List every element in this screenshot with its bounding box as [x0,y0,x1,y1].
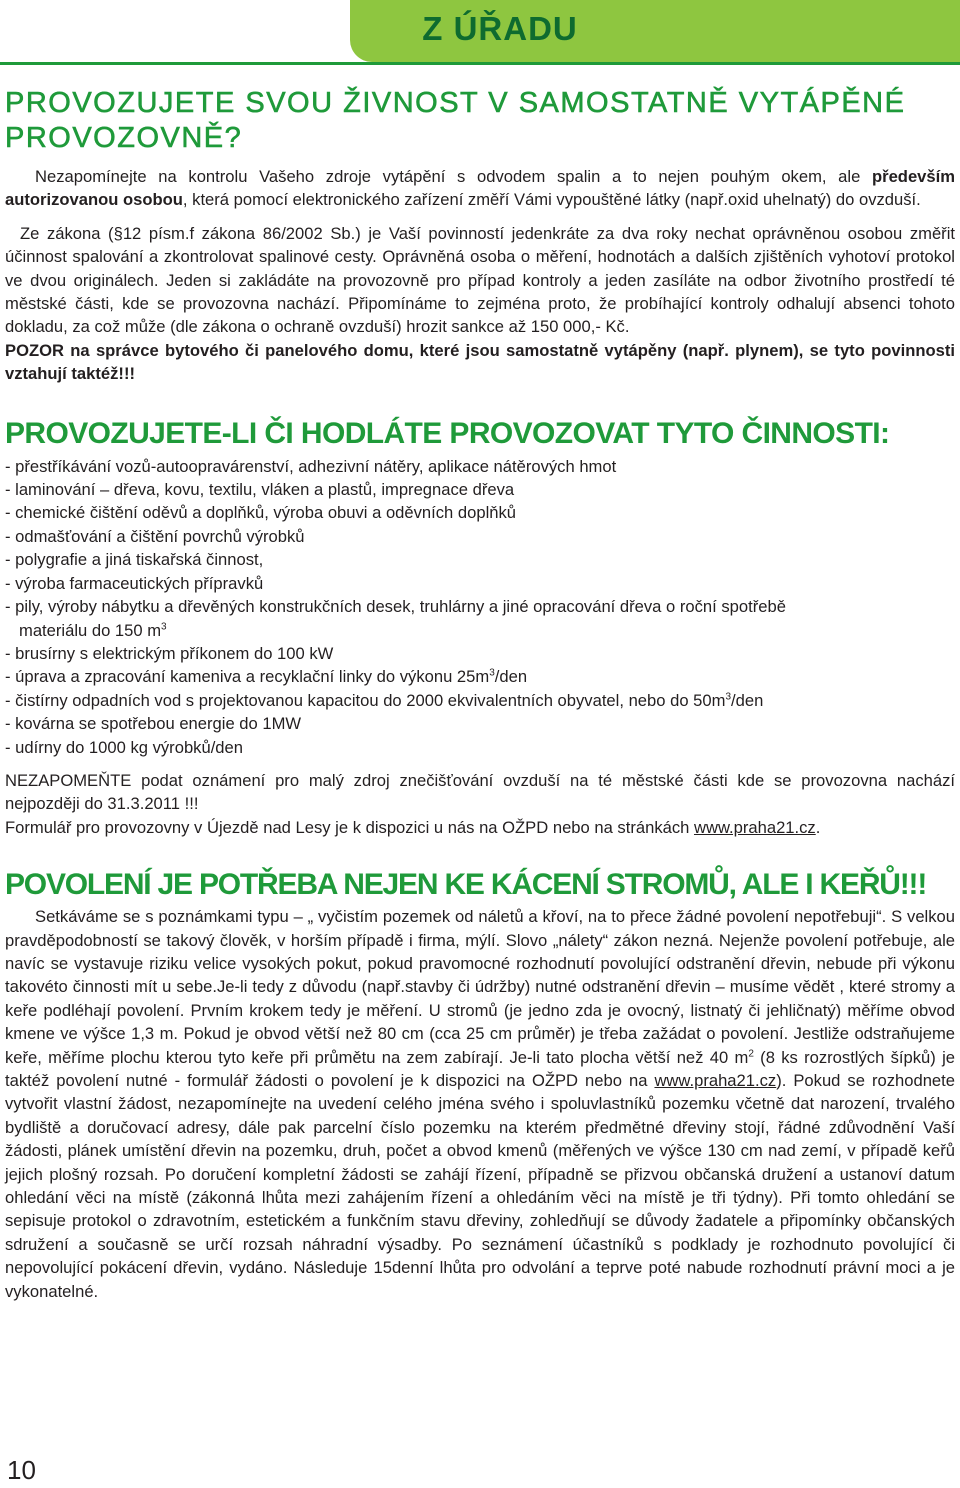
text: . [815,817,821,837]
text: materiálu do 150 m [19,620,162,640]
text: Setkáváme se s poznámkami typu – „ vyčistím pozemek od náletů a křoví, na to přece žádné povolení nepotřebuji“. S velkou pravděpodobností se takový člověk, v horším případě i firma, mýlí. Slovo „nálety“ zákon nezná. Nejenže povolení potřebuje, ale navíc se vystavuje riziku velice vysokých pokut, pokud pravomocné rozhodnutí povolující odstranění dřevin, nebude při výkonu takovéto činnosti mít u sebe.Je-li tedy z důvodu (např.stavby či údržby) nutné odstranění dřevin – musíme vědět , které stromy a keře podléhají povolení. Prvním krokem tedy je měření. U stromů (je jedno zda je ovocný, listnatý či jehličnatý) měříme obvod kmene ve výšce 1,3 m. Pokud je obvod větší než 80 cm (cca 25 cm průměr) je třeba zažádat o povolení. Jestliže odstraňujeme keře, měříme plochu kterou tyto keře při průmětu na zem zabírají. Je-li tato plocha větší než 40 m [5,907,955,1067]
text: - pily, výroby nábytku a dřevěných konstrukčních desek, truhlárny a jiné opracování dřeva o roční spotřebě [5,597,786,617]
text: - čistírny odpadních vod s projektovanou kapacitou do 2000 ekvivalentních obyvatel, nebo do 50m [5,690,726,710]
praha21-link[interactable]: www.praha21.cz [654,1071,777,1090]
praha21-link[interactable]: www.praha21.cz [693,817,816,837]
banner-title: Z ÚŘADU [422,10,578,47]
text: (8 ks rozrostlých šípků) je taktéž povolení nutné - formulář žádosti o povolení je k dispozici na OŽPD nebo na [5,1047,955,1090]
list-item: - chemické čištění oděvů a doplňků, výroba obuvi a oděvních doplňků [5,503,517,523]
text: - úprava a zpracování kameniva a recyklační linky do výkonu 25m [5,667,490,687]
text: ) je Vaší povinností jedenkráte za dva roky nechat oprávněnou osobou změřit účinnost spalování a zkontrolovat spalinové cesty. Oprávněná osoba o měření, hodnotách a dalších zjištěních vyhotoví protokol ve dvou originálech. Jeden si zakládáte na provozovně pro případ kontroly a jeden zasíláte na odbor životního prostředí té městské části, kde se provozovna nachází. Připomínáme to zejména proto, že probíhající kontroly odhalují absenci tohoto dokladu, za což může (dle zákona o ochraně ovzduší) hrozit sankce až 150 000,- Kč. [5,223,955,337]
list-item: - výroba farmaceutických přípravků [5,573,264,593]
text: Formulář pro provozovny v Újezdě nad Lesy je k dispozici u nás na OŽPD nebo na stránkách [5,817,694,837]
text: Nezapomínejte na kontrolu Vašeho zdroje vytápění s odvodem spalin a to nejen pouhým okem, ale [35,167,872,186]
list-item: - odmašťování a čištění povrchů výrobků [5,526,305,546]
section1-warning: POZOR na správce bytového či panelového domu, které jsou samostatně vytápěny (např. plynem), se tyto povinnosti vztahují taktéž!!! [5,340,955,384]
list-item: - kovárna se spotřebou energie do 1MW [5,714,302,734]
section1-heading: PROVOZUJETE SVOU ŽIVNOST V SAMOSTATNĚ VYTÁPĚNÉ PROVOZOVNĚ? [5,87,906,154]
bold-text: především autorizovanou osobou [5,167,955,210]
list-item: - přestříkávání vozů-autoopravárenství, adhezivní nátěry, aplikace nátěrových hmot [5,456,617,476]
list-item: - polygrafie a jiná tiskařská činnost, [5,550,264,570]
section3-heading: POVOLENÍ JE POTŘEBA NEJEN KE KÁCENÍ STROMŮ, ALE I KEŘŮ!!! [5,868,927,902]
list-item: - laminování – dřeva, kovu, textilu, vláken a plastů, impregnace dřeva [5,480,515,500]
activities-list [5,455,955,759]
superscript: 3 [161,620,167,632]
text: /den [731,690,764,710]
page-number: 10 [7,1455,36,1485]
superscript: 3 [725,691,732,703]
superscript: 2 [748,1048,754,1060]
list-item [5,595,955,642]
list-item [5,665,955,688]
article-body [5,86,955,1303]
section2-form-note [5,816,955,839]
section3-paragraph [5,905,955,1303]
section2-deadline-note: NEZAPOMEŇTE podat oznámení pro malý zdroj znečišťování ovzduší na té městské části kde se provozovna nachází nejpozději do 31.3.2011 !!! [5,770,955,814]
text: /den [494,667,528,687]
law-reference: §12 písm.f zákona 86/2002 Sb. [113,223,356,243]
header-banner [0,0,960,65]
list-item [5,689,955,712]
list-item: - udírny do 1000 kg výrobků/den [5,737,243,757]
text: ). Pokud se rozhodnete vytvořit vlastní žádost, nezapomínejte na uvedení celého jména svého i spoluvlastníků pozemku včetně dat narození, trvalého bydliště a doručovací adresy, dále pak parcelní číslo pozemku na kterém předmětné dřeviny stojí, řádné zdůvodnění Vaší žádosti, plánek umístění dřevin na pozemku, druh, počet a obvod kmenů (měřených ve výšce 130 cm nad zemí, v případě keřů jejich plošný rozsah. Po doručení kompletní žádosti se zahájí řízení, případně se přizvou občanská družení a ustanoví datum ohledání věci na místě (zákonná lhůta mezi zahájením řízení a ohledáním věci na místě je tři týdny). Při tomto ohledání se sepisuje protokol o zdravotním, estetickém a funkčním stavu dřeviny, zohledňují se důvody žadatele a připomínky občanských sdružení a současně se určí rozsah náhradní výsadby. Po seznámení účastníků s podklady je rozhodnuto povolující či nepovolující pokácení dřevin, vydáno. Následuje 15denní lhůta pro odvolání a teprve poté nabude rozhodnutí právní moci a je vykonatelné. [5,1071,955,1301]
section1-paragraph-2 [5,222,955,339]
list-item: - brusírny s elektrickým příkonem do 100 kW [5,643,334,663]
section2-heading: PROVOZUJETE-LI ČI HODLÁTE PROVOZOVAT TYTO ČINNOSTI: [5,416,890,450]
section1-paragraph-1 [5,165,955,212]
text: Ze zákona ( [20,223,114,243]
superscript: 3 [489,667,495,679]
text: , která pomocí elektronického zařízení změří Vámi vypouštěné látky (např.oxid uhelnatý) do ovzduší. [182,190,921,210]
